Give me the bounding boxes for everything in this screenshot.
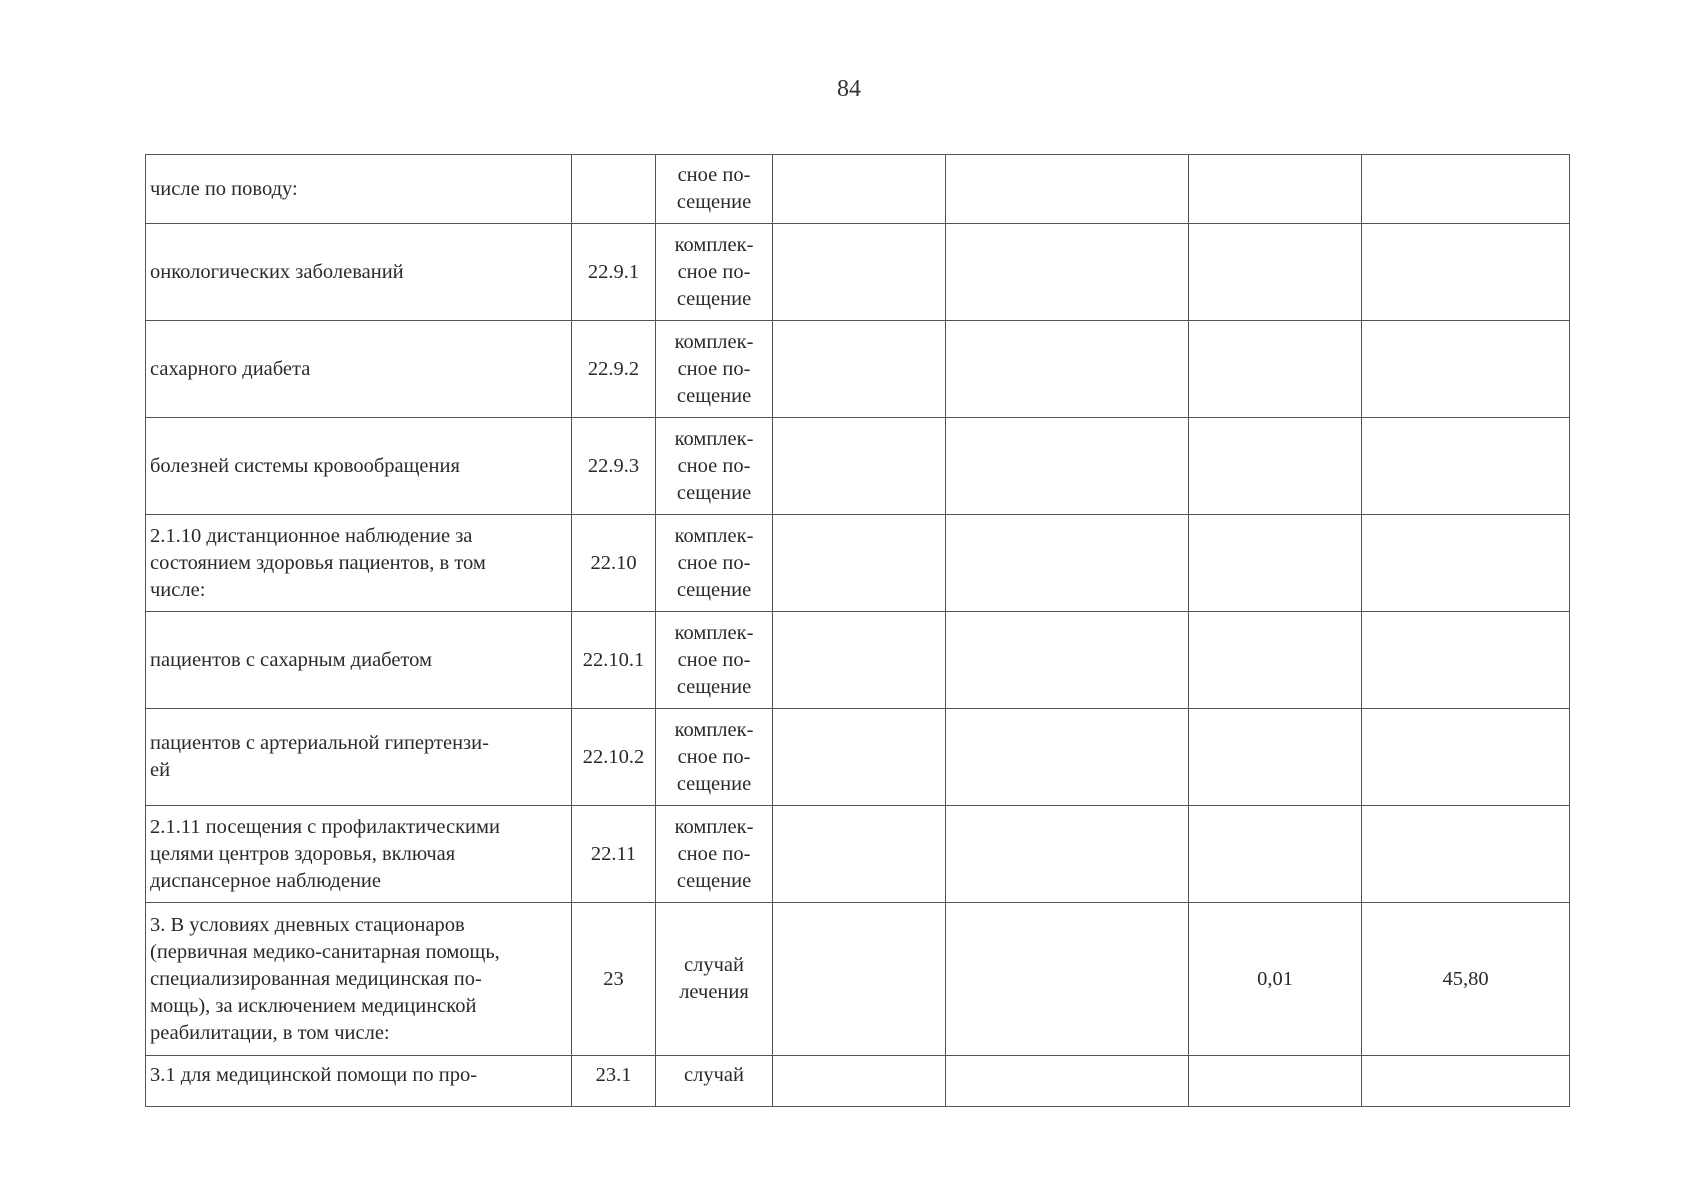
row-label-line: 2.1.10 дистанционное наблюдение за [150, 524, 473, 547]
row-unit-line: лечения [679, 981, 749, 1003]
row-value-v4 [1362, 155, 1570, 224]
row-value-v3 [1189, 224, 1362, 321]
row-label-line: состоянием здоровья пациентов, в том [150, 551, 486, 574]
row-value-v1 [773, 709, 946, 806]
row-label [146, 224, 572, 321]
row-unit-line: сное по- [677, 648, 751, 671]
row-unit [656, 224, 773, 321]
row-value-v1 [773, 1056, 946, 1107]
row-code: 23 [572, 903, 656, 1056]
row-unit [656, 903, 773, 1056]
row-label-line: пациентов с сахарным диабетом [150, 648, 432, 671]
row-value-v1 [773, 418, 946, 515]
row-label-line: ей [150, 759, 171, 781]
table-row [146, 155, 1570, 224]
row-unit [656, 1056, 773, 1107]
row-label [146, 709, 572, 806]
row-value-v4 [1362, 418, 1570, 515]
table-body [146, 155, 1570, 1107]
row-value-v3 [1189, 1056, 1362, 1107]
row-value-v2 [946, 612, 1189, 709]
row-value-v2 [946, 903, 1189, 1056]
row-label-line: 3.1 для медицинской помощи по про- [150, 1064, 478, 1086]
row-value-v4 [1362, 515, 1570, 612]
row-value-v2 [946, 1056, 1189, 1107]
row-unit-line: сещение [676, 191, 752, 213]
row-unit-line: сещение [676, 772, 752, 795]
row-unit-line: комплек- [674, 330, 754, 353]
row-unit-line: сное по- [677, 454, 751, 477]
row-value-v4 [1362, 806, 1570, 903]
table-row [146, 515, 1570, 612]
row-value-v3 [1189, 515, 1362, 612]
row-value-v3 [1189, 418, 1362, 515]
row-label-line: сахарного диабета [150, 357, 311, 380]
row-code: 23.1 [572, 1056, 656, 1107]
row-label [146, 806, 572, 903]
row-code: 22.10.1 [572, 612, 656, 709]
row-value-v3 [1189, 806, 1362, 903]
row-label [146, 418, 572, 515]
row-unit [656, 155, 773, 224]
row-unit [656, 806, 773, 903]
row-value-v4: 45,80 [1362, 903, 1570, 1056]
row-value-v3: 0,01 [1189, 903, 1362, 1056]
row-value-v1 [773, 155, 946, 224]
row-unit [656, 515, 773, 612]
row-unit [656, 321, 773, 418]
row-value-v1 [773, 806, 946, 903]
row-label-line: реабилитации, в том числе: [150, 1021, 390, 1044]
row-label [146, 612, 572, 709]
row-value-v1 [773, 903, 946, 1056]
row-value-v1 [773, 321, 946, 418]
row-code [572, 155, 656, 224]
row-unit [656, 612, 773, 709]
table-row [146, 806, 1570, 903]
row-code: 22.11 [572, 806, 656, 903]
row-unit [656, 709, 773, 806]
row-value-v3 [1189, 612, 1362, 709]
row-unit-line: сещение [676, 384, 752, 407]
row-unit-line: комплек- [674, 718, 754, 741]
page-number: 84 [837, 76, 861, 102]
row-label [146, 515, 572, 612]
row-code: 22.9.1 [572, 224, 656, 321]
row-label [146, 155, 572, 224]
row-value-v4 [1362, 1056, 1570, 1107]
row-unit-line: сещение [676, 481, 752, 504]
row-label-line: целями центров здоровья, включая [150, 842, 456, 865]
row-label [146, 1056, 572, 1107]
row-label [146, 321, 572, 418]
row-unit-line: комплек- [674, 815, 754, 838]
row-code: 22.9.2 [572, 321, 656, 418]
row-unit [656, 418, 773, 515]
row-value-v1 [773, 224, 946, 321]
row-value-v4 [1362, 224, 1570, 321]
row-unit-line: комплек- [674, 427, 754, 450]
row-value-v2 [946, 418, 1189, 515]
row-unit-line: сное по- [677, 357, 751, 380]
row-label [146, 903, 572, 1056]
table-row [146, 224, 1570, 321]
row-value-v1 [773, 515, 946, 612]
row-label-line: числе: [150, 578, 206, 601]
row-label-line: числе по поводу: [150, 177, 298, 200]
table-row [146, 612, 1570, 709]
table-row [146, 321, 1570, 418]
row-label-line: (первичная медико-санитарная помощь, [150, 940, 500, 963]
row-unit-line: сное по- [677, 745, 751, 768]
row-label-line: мощь), за исключением медицинской [150, 994, 477, 1017]
row-label-line: 3. В условиях дневных стационаров [150, 913, 465, 936]
row-unit-line: сещение [676, 869, 752, 892]
row-unit-line: комплек- [674, 621, 754, 644]
row-label-line: болезней системы кровообращения [150, 454, 460, 477]
row-value-v4 [1362, 612, 1570, 709]
table-row [146, 903, 1570, 1056]
row-unit-line: сещение [676, 287, 752, 310]
row-value-v2 [946, 224, 1189, 321]
row-code: 22.9.3 [572, 418, 656, 515]
row-unit-line: случай [684, 954, 744, 976]
row-value-v2 [946, 709, 1189, 806]
row-unit-line: сное по- [677, 164, 751, 186]
table-row [146, 709, 1570, 806]
row-label-line: специализированная медицинская по- [150, 967, 482, 990]
row-unit-line: случай [684, 1064, 744, 1086]
table-row [146, 1056, 1570, 1107]
row-code: 22.10.2 [572, 709, 656, 806]
row-value-v3 [1189, 709, 1362, 806]
row-unit-line: сещение [676, 578, 752, 601]
row-value-v3 [1189, 155, 1362, 224]
row-value-v1 [773, 612, 946, 709]
row-unit-line: сное по- [677, 260, 751, 283]
row-label-line: онкологических заболеваний [150, 260, 404, 283]
row-unit-line: комплек- [674, 524, 754, 547]
table-row [146, 418, 1570, 515]
row-label-line: 2.1.11 посещения с профилактическими [150, 815, 500, 838]
row-value-v4 [1362, 321, 1570, 418]
row-label-line: пациентов с артериальной гипертензи- [150, 732, 489, 754]
row-code: 22.10 [572, 515, 656, 612]
row-unit-line: комплек- [674, 233, 754, 256]
row-unit-line: сещение [676, 675, 752, 698]
data-table [145, 154, 1570, 1107]
row-value-v2 [946, 806, 1189, 903]
row-value-v2 [946, 321, 1189, 418]
row-unit-line: сное по- [677, 842, 751, 865]
row-value-v4 [1362, 709, 1570, 806]
row-label-line: диспансерное наблюдение [150, 869, 381, 892]
row-value-v2 [946, 155, 1189, 224]
row-unit-line: сное по- [677, 551, 751, 574]
row-value-v3 [1189, 321, 1362, 418]
row-value-v2 [946, 515, 1189, 612]
